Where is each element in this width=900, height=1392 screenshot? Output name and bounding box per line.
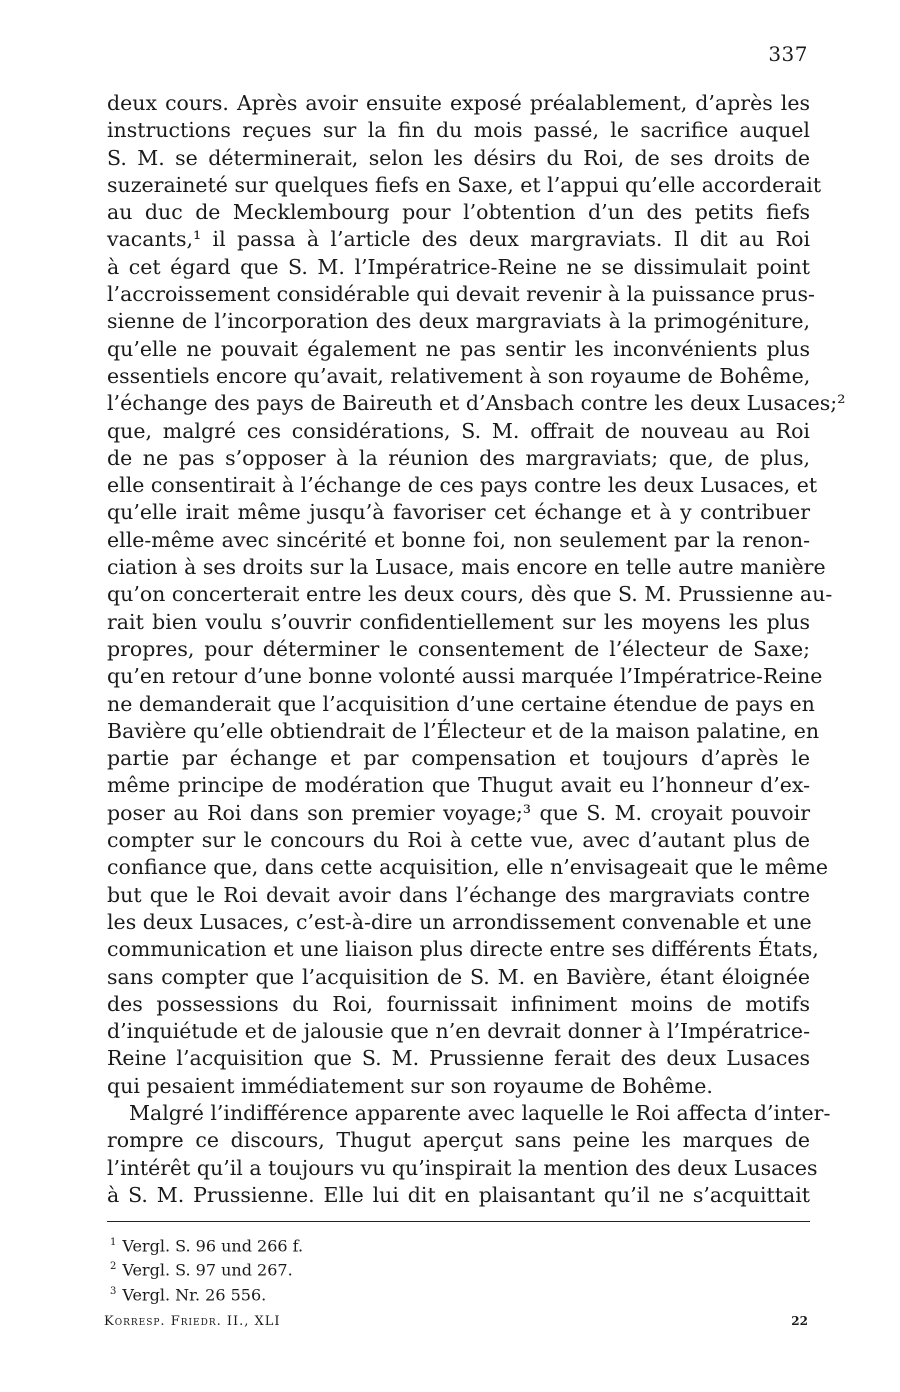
text-line: S. M. se déterminerait, selon les désirs du Roi, de ses droits de [107,145,810,170]
text-line: propres, pour déterminer le consentement de l’électeur de Saxe; [107,636,810,661]
text-line: qu’en retour d’une bonne volonté aussi marquée l’Impératrice-Reine [107,664,823,689]
text-line: à S. M. Prussienne. Elle lui dit en plaisantant qu’il ne s’acquittait [107,1182,810,1207]
text-line: Reine l’acquisition que S. M. Prussienne ferait des deux Lusaces [107,1046,810,1071]
footnote-mark: 3 [110,1285,117,1297]
text-line: compter sur le concours du Roi à cette vue, avec d’autant plus de [107,828,810,853]
text-line: vacants,¹ il passa à l’article des deux margraviats. Il dit au Roi [107,227,810,252]
text-line: l’accroissement considérable qui devait revenir à la puissance prus- [107,282,815,307]
text-line: essentiels encore qu’avait, relativement à son royaume de Bohême, [107,363,811,388]
text-line: but que le Roi devait avoir dans l’échange des margraviats contre [107,882,810,907]
text-line: confiance que, dans cette acquisition, elle n’envisageait que le même [107,855,829,880]
text-line: Malgré l’indifférence apparente avec laquelle le Roi affecta d’inter- [129,1100,831,1125]
text-line: à cet égard que S. M. l’Impératrice-Reine ne se dissimulait point [107,254,810,279]
text-line: qu’on concerterait entre les deux cours, dès que S. M. Prussienne au- [107,582,833,607]
text-line: l’échange des pays de Baireuth et d’Ansbach contre les deux Lusaces;² [107,391,846,416]
text-line: ne demanderait que l’acquisition d’une certaine étendue de pays en [107,691,815,716]
text-line: deux cours. Après avoir ensuite exposé préalablement, d’après les [107,91,810,115]
footnote-mark: 1 [110,1237,117,1248]
text-line: que, malgré ces considérations, S. M. offrait de nouveau au Roi [107,418,810,443]
text-line: des possessions du Roi, fournissait infiniment moins de motifs [107,991,810,1016]
text-line: elle-même avec sincérité et bonne foi, non seulement par la renon- [107,527,810,552]
text-line: les deux Lusaces, c’est-à-dire un arrondissement convenable et une [107,909,812,934]
text-line: poser au Roi dans son premier voyage;³ que S. M. croyait pouvoir [107,800,810,825]
footer-signature: Korresp. Friedr. II., XLI [104,1314,281,1329]
footnote-text: Vergl. S. 96 und 266 f. [122,1236,304,1256]
text-line: elle consentirait à l’échange de ces pays contre les deux Lusaces, et [107,473,818,498]
text-line: qu’elle ne pouvait également ne pas sentir les inconvénients plus [107,336,810,361]
page-number: 337 [768,42,808,66]
text-line: de ne pas s’opposer à la réunion des margraviats; que, de plus, [107,445,810,470]
text-line: même principe de modération que Thugut avait eu l’honneur d’ex- [107,773,810,798]
text-line: communication et une liaison plus directe entre ses différents États, [107,937,819,962]
footnote [110,1232,710,1256]
text-line: sienne de l’incorporation des deux margraviats à la primogéniture, [107,309,810,334]
footnote [110,1256,710,1280]
text-line: au duc de Mecklembourg pour l’obtention d’un des petits fiefs [107,200,810,225]
footnote-text: Vergl. Nr. 26 556. [122,1284,267,1304]
text-line: suzeraineté sur quelques fiefs en Saxe, et l’appui qu’elle accorderait [107,172,822,197]
text-line: instructions reçues sur la fin du mois passé, le sacrifice auquel [107,118,810,143]
footnote-mark: 2 [110,1261,117,1273]
body-text [107,90,846,1209]
text-line: l’intérêt qu’il a toujours vu qu’inspirait la mention des deux Lusaces [107,1155,818,1180]
text-line: partie par échange et par compensation et toujours d’après le [107,746,810,771]
text-line: sans compter que l’acquisition de S. M. en Bavière, étant éloignée [107,964,810,989]
text-line: Bavière qu’elle obtiendrait de l’Électeur et de la maison palatine, en [107,718,820,743]
text-line: qui pesaient immédiatement sur son royaume de Bohême. [107,1073,713,1098]
text-line: rait bien voulu s’ouvrir confidentiellement sur les moyens les plus [107,609,810,634]
footnote-divider [107,1221,810,1222]
text-line: d’inquiétude et de jalousie que n’en devrait donner à l’Impératrice- [107,1019,810,1044]
text-line: ciation à ses droits sur la Lusace, mais encore en telle autre manière [107,555,826,580]
footnote [110,1281,710,1305]
footnote-text: Vergl. S. 97 und 267. [122,1260,293,1280]
footnotes [110,1232,710,1305]
signature-number: 22 [791,1314,808,1328]
text-line: rompre ce discours, Thugut aperçut sans peine les marques de [107,1128,810,1153]
text-line: qu’elle irait même jusqu’à favoriser cet échange et à y contribuer [107,500,810,525]
